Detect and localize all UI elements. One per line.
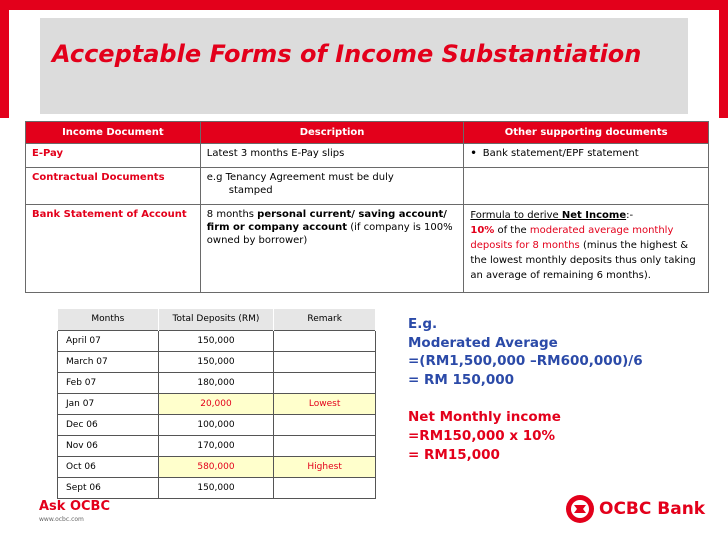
table-row [58, 435, 376, 456]
desc-contractual-line1: e.g Tenancy Agreement must be duly [206, 172, 394, 183]
remark-cell [274, 477, 376, 498]
month-cell: Dec 06 [58, 414, 159, 435]
table-row-lowest [58, 393, 376, 414]
other-epay-text: Bank statement/EPF statement [482, 148, 639, 159]
table-row [26, 205, 709, 293]
header-remark: Remark [274, 309, 376, 330]
table-row-highest [58, 456, 376, 477]
formula-rest: (minus the highest & the lowest monthly deposits thus only taking an average of remaining 6 months). [470, 240, 696, 281]
remark-cell [274, 414, 376, 435]
example-line-2: Moderated Average [408, 334, 558, 351]
example-calculation [408, 315, 643, 389]
monthly-deposits-table [57, 309, 376, 499]
header-income-document: Income Document [26, 122, 201, 144]
doc-epay: E-Pay [26, 144, 201, 168]
ocbc-emblem-icon [565, 494, 595, 524]
ocbc-bank-name: OCBC Bank [599, 499, 706, 519]
amount-cell-lowest: 20,000 [158, 393, 274, 414]
header-other-documents: Other supporting documents [464, 122, 709, 144]
remark-cell [274, 351, 376, 372]
desc-contractual [200, 168, 464, 205]
other-epay [464, 144, 709, 168]
month-cell: Oct 06 [58, 456, 159, 477]
table-header-row [26, 122, 709, 144]
desc-bank-bold: personal current/ saving account/ firm or company account [206, 209, 447, 233]
ocbc-bank-logo [565, 494, 705, 524]
bullet-icon [470, 148, 482, 159]
desc-contractual-line2: stamped [228, 185, 273, 196]
desc-bank-pre: 8 months [206, 209, 258, 220]
doc-contractual: Contractual Documents [26, 168, 201, 205]
desc-bank-post: (if company is 100% owned by borrower) [206, 222, 453, 246]
other-bank-statement [464, 205, 709, 293]
amount-cell: 170,000 [158, 435, 274, 456]
remark-cell [274, 372, 376, 393]
remark-lowest: Lowest [274, 393, 376, 414]
table-row [58, 372, 376, 393]
formula-bold: Net Income [561, 210, 627, 221]
top-red-bar [0, 0, 728, 10]
remark-highest: Highest [274, 456, 376, 477]
net-income-label: Net Monthly income [408, 409, 561, 425]
other-contractual [464, 168, 709, 205]
example-line-3: =(RM1,500,000 –RM600,000)/6 [408, 353, 643, 369]
formula-label: Formula to derive [470, 210, 562, 221]
left-red-bar [0, 0, 9, 118]
formula-percent: 10% [470, 225, 495, 236]
remark-cell [274, 435, 376, 456]
amount-cell: 150,000 [158, 477, 274, 498]
formula-moderated: moderated average monthly deposits for 8 months [470, 225, 674, 251]
net-income-line-2: =RM150,000 x 10% [408, 428, 556, 444]
month-cell: Jan 07 [58, 393, 159, 414]
table-row [26, 168, 709, 205]
ask-ocbc-logo: Ask OCBC [39, 499, 111, 514]
header-total-deposits: Total Deposits (RM) [158, 309, 274, 330]
desc-epay: Latest 3 months E-Pay slips [200, 144, 464, 168]
table-row [26, 144, 709, 168]
amount-cell: 180,000 [158, 372, 274, 393]
right-red-bar [719, 0, 728, 118]
header-description: Description [200, 122, 464, 144]
header-months: Months [58, 309, 159, 330]
formula-tail: :- [626, 210, 634, 221]
ocbc-url: www.ocbc.com [39, 516, 84, 523]
amount-cell: 100,000 [158, 414, 274, 435]
amount-cell-highest: 580,000 [158, 456, 274, 477]
remark-cell [274, 330, 376, 351]
table-row [58, 330, 376, 351]
month-cell: March 07 [58, 351, 159, 372]
net-income-line-3: = RM15,000 [408, 447, 500, 463]
month-cell: April 07 [58, 330, 159, 351]
desc-bank-statement [200, 205, 464, 293]
month-cell: Feb 07 [58, 372, 159, 393]
table-row [58, 414, 376, 435]
table-row [58, 351, 376, 372]
net-income-calculation [408, 408, 561, 465]
slide-title: Acceptable Forms of Income Substantiation [52, 40, 642, 68]
amount-cell: 150,000 [158, 330, 274, 351]
formula-of-the: of the [494, 225, 530, 236]
example-line-4: = RM 150,000 [408, 371, 515, 388]
income-documents-table [25, 121, 709, 293]
month-cell: Sept 06 [58, 477, 159, 498]
table-row [58, 477, 376, 498]
doc-bank-statement: Bank Statement of Account [26, 205, 201, 293]
month-cell: Nov 06 [58, 435, 159, 456]
example-label: E.g. [408, 316, 438, 332]
amount-cell: 150,000 [158, 351, 274, 372]
deposits-header-row [58, 309, 376, 330]
